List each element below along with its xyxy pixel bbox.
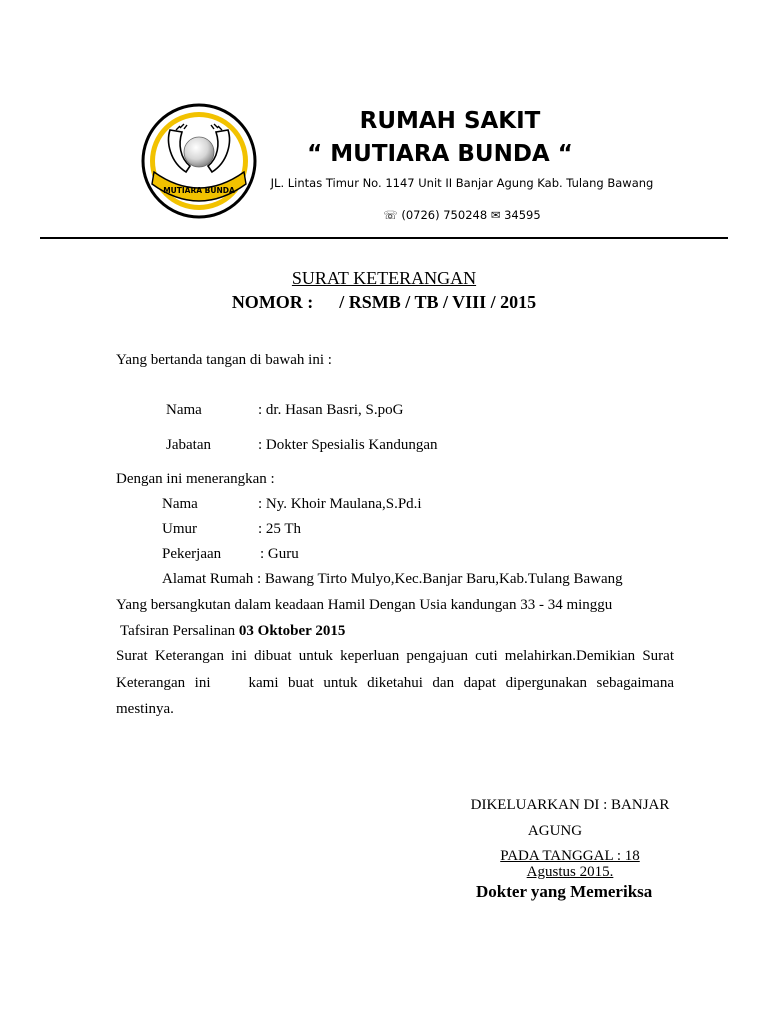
date-line1: PADA TANGGAL : 18 — [500, 848, 640, 864]
patient-address-value: : Bawang Tirto Mulyo,Kec.Banjar Baru,Kab.Tulang Bawang — [256, 571, 623, 587]
patient-name-value: : Ny. Khoir Maulana,S.Pd.i — [258, 496, 422, 512]
patient-job-label: Pekerjaan — [162, 546, 222, 562]
hospital-contact: ☏ (0726) 750248 ✉ 34595 — [383, 208, 541, 222]
patient-name-label: Nama — [162, 496, 198, 512]
intro-text: Yang bertanda tangan di bawah ini : — [116, 352, 332, 368]
estimate-label: Tafsiran Persalinan — [120, 623, 236, 639]
declares-text: Dengan ini menerangkan : — [116, 471, 275, 487]
patient-age-value: : 25 Th — [258, 521, 302, 537]
number-value: / RSMB / TB / VIII / 2015 — [339, 292, 537, 312]
issued-place-line1: DIKELUARKAN DI : BANJAR — [470, 797, 670, 813]
examiner-title: Dokter yang Memeriksa — [476, 882, 653, 901]
condition-text: Yang bersangkutan dalam keadaan Hamil Dengan Usia kandungan 33 - 34 minggu — [116, 597, 613, 613]
logo-text: MUTIARA BUNDA — [163, 186, 235, 195]
number-label: NOMOR : — [231, 292, 314, 312]
header-divider — [40, 237, 728, 239]
signer-position-label: Jabatan — [166, 437, 211, 453]
signer-name-value: : dr. Hasan Basri, S.poG — [258, 402, 404, 418]
patient-address-label: Alamat Rumah — [162, 571, 254, 587]
signer-name-label: Nama — [166, 402, 202, 418]
hospital-address: JL. Lintas Timur No. 1147 Unit II Banjar Agung Kab. Tulang Bawang — [270, 176, 654, 190]
signer-position-value: : Dokter Spesialis Kandungan — [258, 437, 438, 453]
issued-place-line2: AGUNG — [527, 823, 583, 839]
date-line2: Agustus 2015. — [526, 864, 614, 880]
hospital-type: RUMAH SAKIT — [359, 108, 541, 134]
hospital-logo — [140, 102, 258, 220]
estimate-date: 03 Oktober 2015 — [238, 623, 346, 639]
estimate-line — [120, 623, 345, 640]
patient-address — [162, 571, 623, 588]
closing-text-2: kami buat untuk diketahui dan dapat dipergunakan sebagaimana mestinya. — [116, 674, 674, 717]
document-number — [0, 292, 768, 313]
document-title: SURAT KETERANGAN — [291, 268, 477, 288]
patient-age-label: Umur — [162, 521, 197, 537]
closing-text-1: Surat Keterangan ini dibuat untuk keperluan pengajuan cuti melahirkan.Demikian Surat Keterangan ini — [116, 648, 674, 691]
patient-job-value: : Guru — [260, 546, 299, 562]
hospital-name: “ MUTIARA BUNDA “ — [307, 141, 573, 167]
closing-paragraph — [116, 643, 674, 723]
